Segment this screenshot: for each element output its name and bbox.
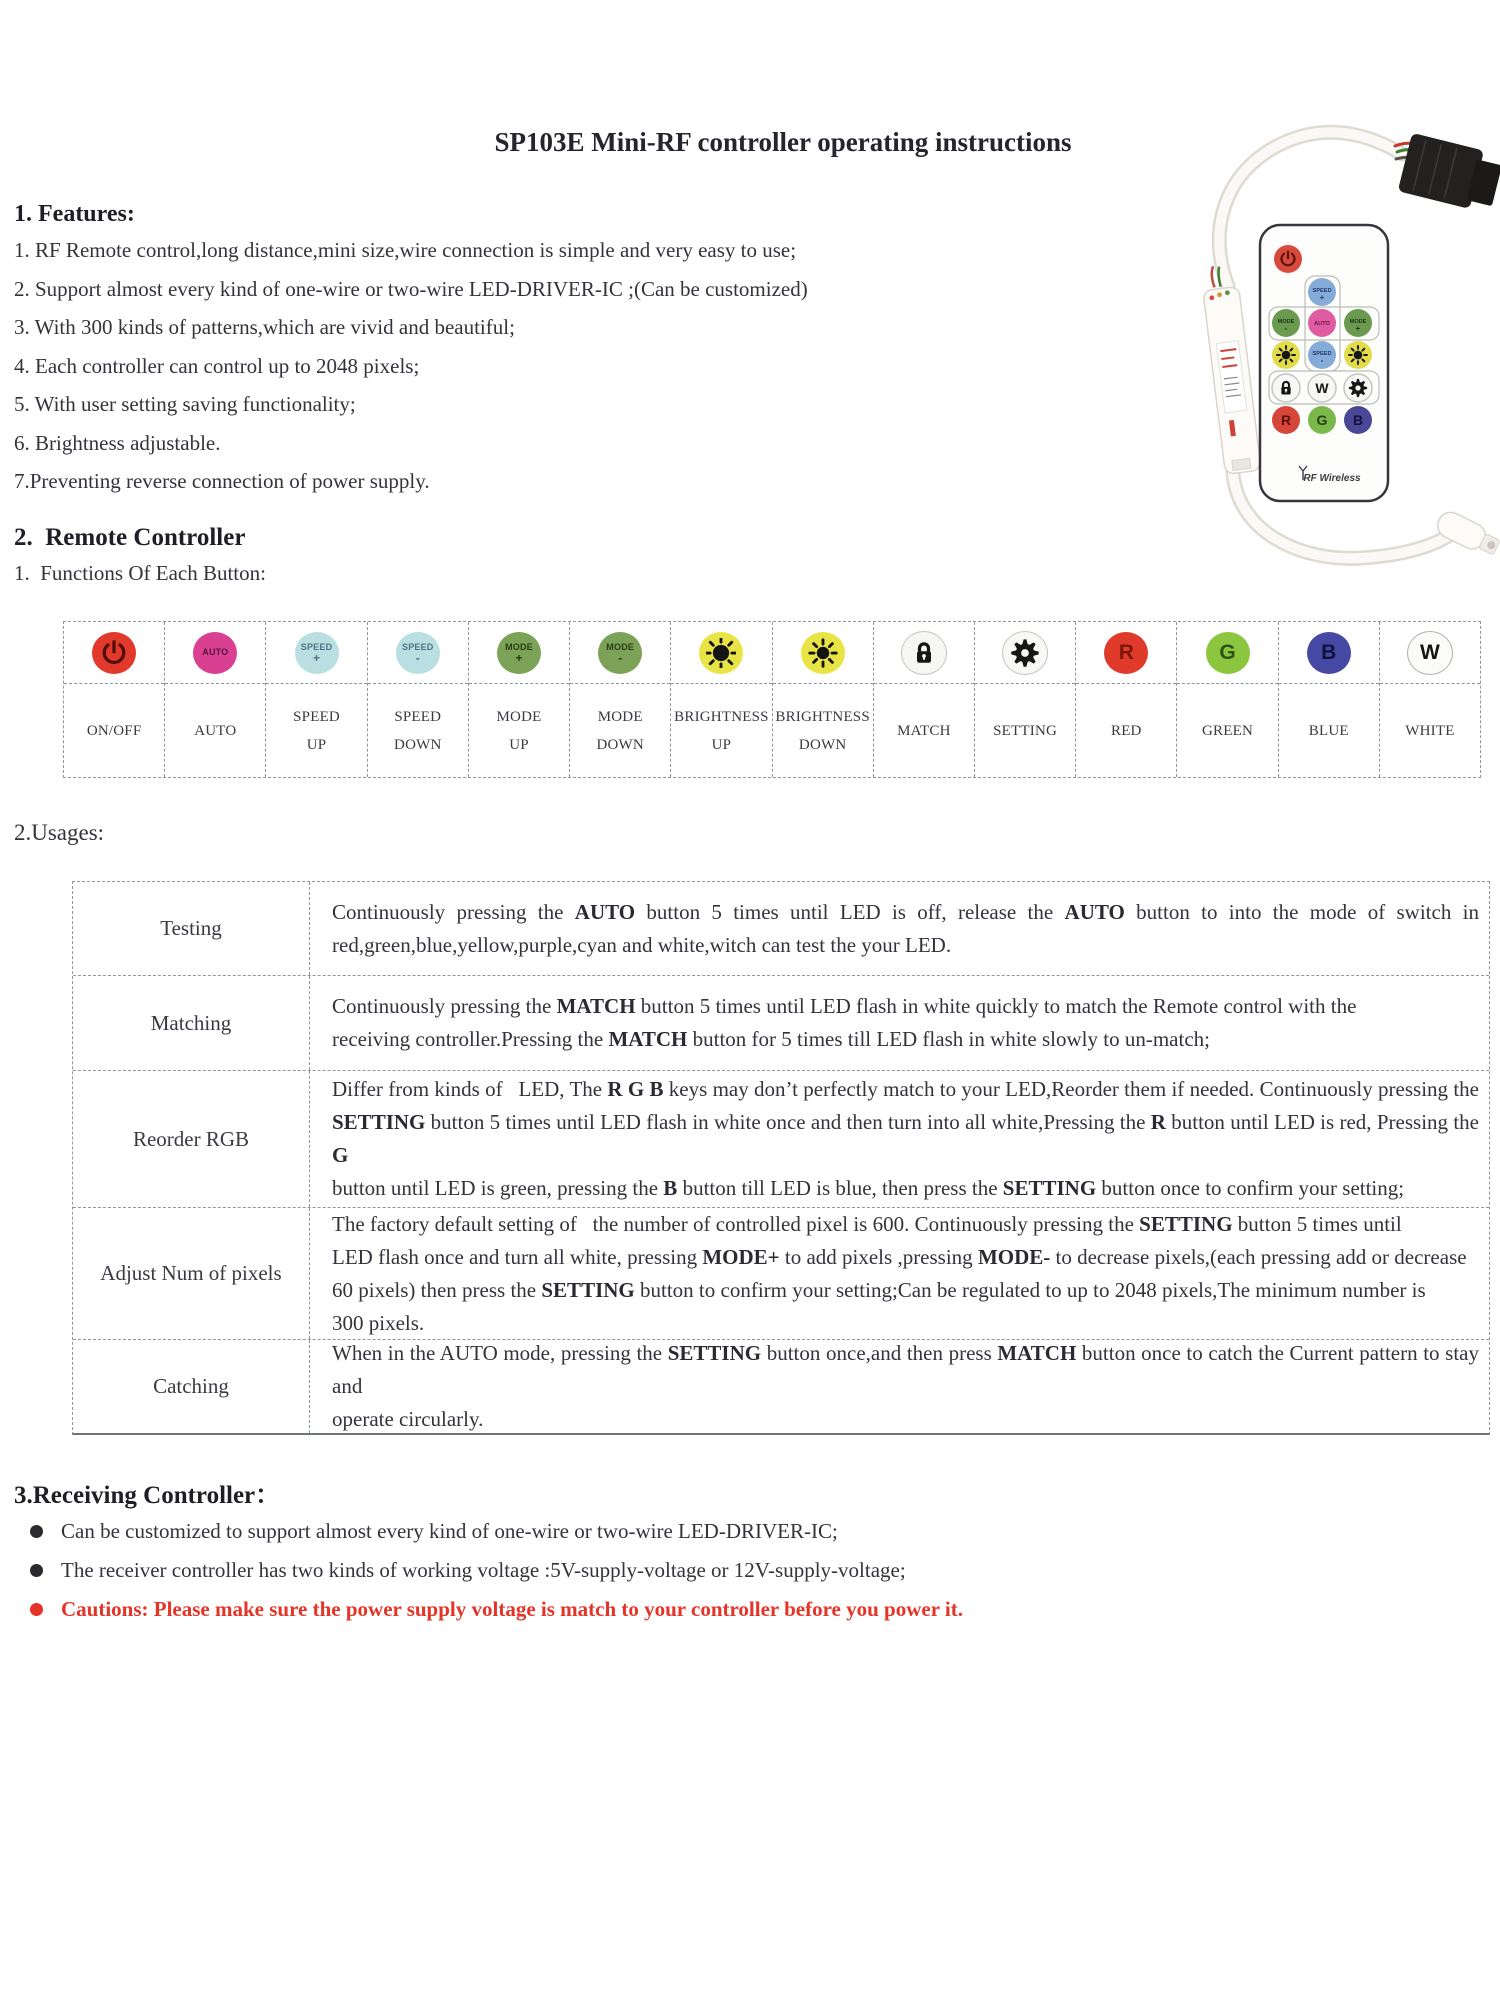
svg-text:MODE: MODE: [1277, 319, 1295, 325]
setting-button-icon: [1002, 631, 1048, 675]
button-caption: MATCH: [897, 722, 951, 739]
bullet-text: Cautions: Please make sure the power supply voltage is match to your controller before you power it.: [61, 1597, 963, 1621]
lock-icon: [909, 638, 939, 668]
svg-text:+: +: [1319, 293, 1325, 302]
svg-text:G: G: [1316, 412, 1328, 428]
chip-text: SPEED: [402, 641, 434, 652]
bullet-text: The receiver controller has two kinds of working voltage :5V-supply-voltage or 12V-supply-voltage;: [61, 1558, 906, 1582]
usage-line: When in the AUTO mode, pressing the SETTING button once,and then press MATCH button once to catch the Current pattern to stay and: [332, 1341, 1485, 1398]
remote-brightness-down-button: [1272, 341, 1300, 369]
button-icon-cell: [874, 622, 974, 684]
remote-speed-up-button: [1308, 278, 1336, 306]
button-icon-cell: [1177, 622, 1277, 684]
usage-line: SETTING button 5 times until LED flash in white once and then turn into all white,Pressing the R button until LED is red, Pressing the G: [332, 1110, 1485, 1167]
usage-row-label: Matching: [73, 976, 310, 1070]
button-caption-cell: [1076, 684, 1176, 777]
button-icon-cell: [1279, 622, 1379, 684]
speed-down-button-icon: [396, 632, 440, 674]
blue-button-icon: [1307, 632, 1351, 674]
usage-row-testing: [73, 882, 1489, 976]
usages-heading: 2.Usages:: [14, 820, 105, 845]
remote-speed-down-button: [1308, 341, 1336, 369]
remote-green-button: [1308, 406, 1336, 434]
remote-auto-button: [1308, 309, 1336, 337]
usage-line: button until LED is green, pressing the B button till LED is blue, then press the SETTING button once to confirm your setting;: [332, 1176, 1405, 1200]
button-icon-cell: [469, 622, 569, 684]
chip-text: MODE: [505, 641, 533, 652]
svg-text:MODE: MODE: [1349, 319, 1367, 325]
button-caption: UP: [509, 736, 529, 753]
page-title: SP103E Mini-RF controller operating instructions: [494, 127, 1072, 157]
button-caption: BRIGHTNESS: [775, 708, 870, 725]
svg-text:-: -: [1284, 324, 1288, 333]
button-col-mode-down: [570, 622, 671, 777]
feature-item-3: 3. With 300 kinds of patterns,which are vivid and beautiful;: [14, 315, 515, 339]
svg-text:W: W: [1315, 380, 1329, 396]
button-col-speed-down: [368, 622, 469, 777]
sun-icon: [1349, 346, 1367, 364]
button-caption-cell: [469, 684, 569, 777]
features-list: [14, 240, 1064, 510]
feature-item-7: 7.Preventing reverse connection of power supply.: [14, 469, 430, 493]
speed-up-button-icon: [295, 632, 339, 674]
usage-row-adjust-num-of-pixels: [73, 1208, 1489, 1340]
remote-power-button: [1274, 245, 1302, 273]
button-caption-cell: [1177, 684, 1277, 777]
button-caption: BRIGHTNESS: [674, 708, 769, 725]
usages-table: [72, 881, 1490, 1435]
letter-glyph: R: [1118, 640, 1134, 664]
receiving-bullet-1: [30, 1521, 1130, 1542]
button-icon-cell: [165, 622, 265, 684]
chip-sub: +: [313, 650, 321, 665]
bullet-dot-icon: [30, 1525, 43, 1538]
button-function-table: [63, 621, 1481, 778]
button-icon-cell: [1076, 622, 1176, 684]
chip-sub: +: [515, 650, 523, 665]
button-icon-cell: [570, 622, 670, 684]
button-icon-cell: [368, 622, 468, 684]
receiving-bullet-2: [30, 1560, 1130, 1581]
gear-icon: [1010, 638, 1040, 668]
brightness-down-button-icon: [801, 632, 845, 674]
chip-sub: -: [618, 650, 623, 665]
usage-line: Continuously pressing the MATCH button 5 times until LED flash in white quickly to match the Remote control with the: [332, 994, 1357, 1018]
sun-icon: [808, 638, 838, 668]
button-col-white: [1380, 622, 1480, 777]
usage-line: LED flash once and turn all white, pressing MODE+ to add pixels ,pressing MODE- to decrease pixels,(each pressing add or decrease: [332, 1244, 1467, 1269]
svg-text:+: +: [1355, 324, 1361, 333]
usage-row-text: [310, 1071, 1489, 1207]
usage-row-text: [310, 882, 1489, 975]
chip-text: MODE: [606, 641, 635, 652]
green-button-icon: [1206, 632, 1250, 674]
button-caption: MODE: [496, 708, 542, 725]
usage-line: 300 pixels.: [332, 1310, 425, 1335]
feature-item-5: 5. With user setting saving functionality;: [14, 392, 356, 416]
button-caption: DOWN: [798, 736, 847, 753]
power-jack: [1433, 508, 1500, 559]
letter-glyph: G: [1219, 640, 1236, 664]
button-col-speed-up: [266, 622, 367, 777]
red-button-icon: [1104, 632, 1148, 674]
sun-icon: [706, 638, 736, 668]
auto-button-icon: [193, 632, 237, 674]
button-caption: MODE: [597, 708, 643, 725]
rf-wireless-text: RF Wireless: [1303, 473, 1361, 484]
receiving-bullet-list: [30, 1521, 1130, 1638]
feature-item-2: 2. Support almost every kind of one-wire or two-wire LED-DRIVER-IC ;(Can be customized): [14, 276, 808, 301]
mini-controller: [1200, 264, 1261, 475]
button-col-match: [874, 622, 975, 777]
usage-row-text: [310, 976, 1489, 1070]
mode-up-button-icon: [497, 632, 541, 674]
usage-line: receiving controller.Pressing the MATCH button for 5 times till LED flash in white slowly to un-match;: [332, 1027, 1210, 1051]
button-caption-cell: [570, 684, 670, 777]
usage-line: Continuously pressing the AUTO button 5 times until LED is off, release the AUTO button to into the mode of switch in: [332, 899, 1479, 924]
chip-sub: -: [415, 650, 420, 665]
remote-gear-button: [1344, 374, 1372, 402]
letter-glyph: B: [1321, 640, 1337, 664]
button-caption-cell: [64, 684, 164, 777]
sun-icon: [1277, 346, 1295, 364]
button-col-blue: [1279, 622, 1380, 777]
receiving-controller-heading: 3.Receiving Controller：: [14, 1482, 281, 1509]
letter-glyph: W: [1420, 640, 1440, 664]
remote-mode-plus-button: [1344, 309, 1372, 337]
receiving-bullet-3: [30, 1599, 1130, 1620]
usage-line: Differ from kinds of LED, The R G B keys may don’t perfectly match to your LED,Reorder them if needed. Continuously pressing the: [332, 1077, 1479, 1101]
button-caption: DOWN: [596, 736, 644, 753]
remote-white-button: [1308, 374, 1336, 402]
button-icon-cell: [64, 622, 164, 684]
button-caption: AUTO: [194, 722, 237, 739]
button-caption: UP: [711, 736, 732, 753]
button-icon-cell: [975, 622, 1075, 684]
button-col-on-off: [64, 622, 165, 777]
button-caption-cell: [671, 684, 771, 777]
product-photo: [1100, 90, 1500, 570]
feature-item-6: 6. Brightness adjustable.: [14, 430, 221, 455]
button-caption: BLUE: [1308, 722, 1349, 739]
button-col-brightness-down: [773, 622, 874, 777]
button-col-brightness-up: [671, 622, 772, 777]
usage-row-label: Adjust Num of pixels: [73, 1208, 310, 1339]
button-caption-cell: [165, 684, 265, 777]
svg-text:B: B: [1352, 412, 1364, 428]
button-col-green: [1177, 622, 1278, 777]
button-col-mode-up: [469, 622, 570, 777]
remote-brightness-up-button: [1344, 341, 1372, 369]
brightness-up-button-icon: [699, 632, 743, 674]
svg-text:-: -: [1320, 356, 1324, 365]
usage-line: The factory default setting of the number of controlled pixel is 600. Continuously pressing the SETTING button 5 times until: [332, 1211, 1402, 1236]
button-caption: SPEED: [394, 708, 442, 725]
usage-row-catching: [73, 1340, 1489, 1433]
remote-blue-button: [1344, 406, 1372, 434]
remote-lock-button: [1272, 374, 1300, 402]
button-icon-cell: [266, 622, 366, 684]
remote-controller-heading: 2. Remote Controller: [14, 524, 246, 551]
button-col-red: [1076, 622, 1177, 777]
bullet-dot-icon: [30, 1603, 43, 1616]
button-caption-cell: [975, 684, 1075, 777]
button-icon-cell: [671, 622, 771, 684]
button-caption: SPEED: [293, 708, 340, 725]
mode-down-button-icon: [598, 632, 642, 674]
button-caption-cell: [266, 684, 366, 777]
button-caption: UP: [306, 736, 327, 753]
match-button-icon: [901, 631, 947, 675]
button-caption: ON/OFF: [86, 722, 142, 739]
usage-line: red,green,blue,yellow,purple,cyan and white,witch can test the your LED.: [332, 932, 952, 957]
usage-row-label: Catching: [73, 1340, 310, 1433]
button-icon-cell: [773, 622, 873, 684]
button-caption: RED: [1110, 722, 1142, 739]
button-col-auto: [165, 622, 266, 777]
remote-mode-minus-button: [1272, 309, 1300, 337]
gear-icon: [1349, 379, 1367, 397]
usage-row-text: [310, 1340, 1489, 1433]
button-caption: DOWN: [394, 736, 442, 753]
button-caption: GREEN: [1202, 722, 1254, 739]
functions-subheading: 1. Functions Of Each Button:: [14, 561, 266, 585]
usage-row-reorder-rgb: [73, 1071, 1489, 1208]
usage-line: 60 pixels) then press the SETTING button to confirm your setting;Can be regulated to up to 2048 pixels,The minimum number is: [332, 1277, 1426, 1302]
usage-row-matching: [73, 976, 1489, 1071]
features-heading: 1. Features:: [14, 201, 135, 227]
button-caption: SETTING: [993, 722, 1058, 739]
white-button-icon: [1407, 631, 1453, 675]
button-caption-cell: [1279, 684, 1379, 777]
button-caption-cell: [773, 684, 873, 777]
rf-connector: [1398, 133, 1500, 214]
on-off-button-icon: [92, 632, 136, 674]
button-col-setting: [975, 622, 1076, 777]
feature-item-1: 1. RF Remote control,long distance,mini size,wire connection is simple and very easy to use;: [14, 238, 797, 262]
usage-line: operate circularly.: [332, 1407, 484, 1431]
usage-row-text: [310, 1208, 1489, 1339]
remote-red-button: [1272, 406, 1300, 434]
bullet-dot-icon: [30, 1564, 43, 1577]
button-caption-cell: [368, 684, 468, 777]
chip-text: AUTO: [202, 647, 229, 657]
button-caption-cell: [1380, 684, 1480, 777]
svg-text:AUTO: AUTO: [1314, 321, 1330, 327]
bullet-text: Can be customized to support almost every kind of one-wire or two-wire LED-DRIVER-IC;: [61, 1519, 838, 1543]
button-icon-cell: [1380, 622, 1480, 684]
feature-item-4: 4. Each controller can control up to 2048 pixels;: [14, 353, 420, 378]
svg-text:SPEED: SPEED: [1312, 351, 1332, 357]
svg-text:SPEED: SPEED: [1312, 288, 1332, 294]
usage-row-label: Reorder RGB: [73, 1071, 310, 1207]
button-caption-cell: [874, 684, 974, 777]
usage-row-label: Testing: [73, 882, 310, 975]
svg-text:R: R: [1280, 412, 1292, 428]
button-caption: WHITE: [1405, 722, 1455, 739]
chip-text: SPEED: [300, 641, 333, 652]
power-icon: [99, 638, 129, 668]
